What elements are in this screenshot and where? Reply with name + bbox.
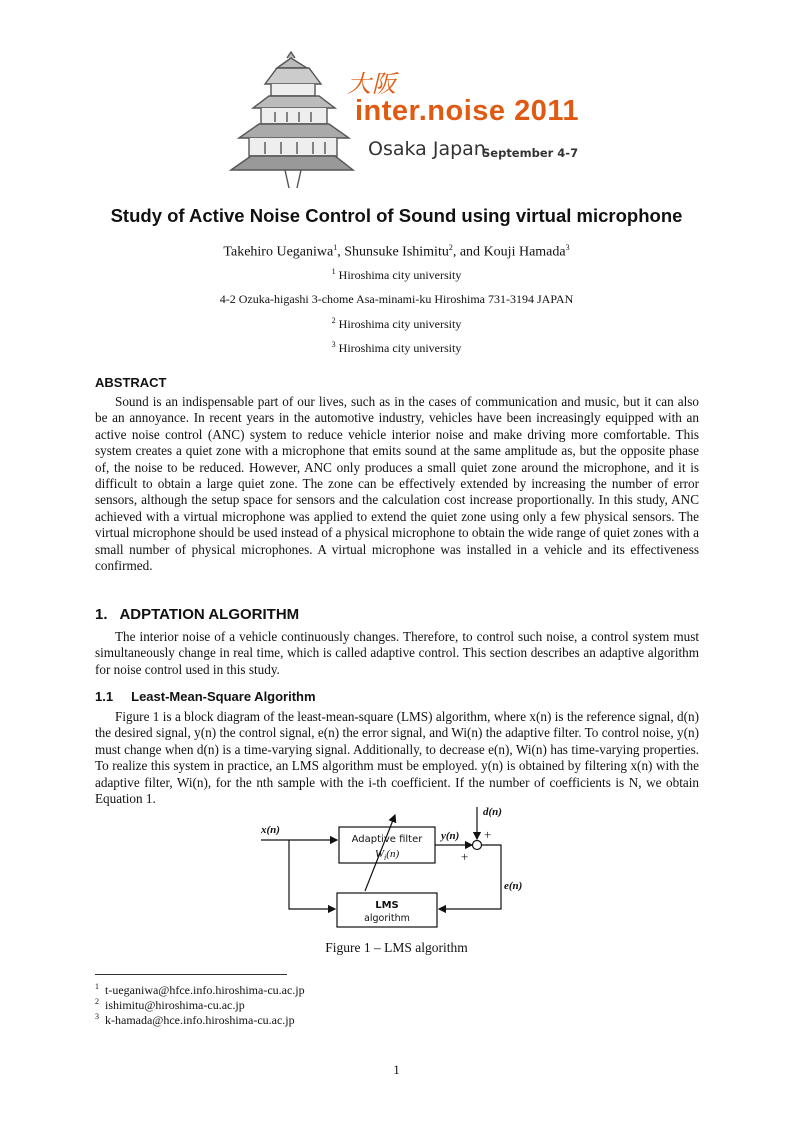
filter-symbol: $W_i(n)$ — [374, 848, 400, 862]
author-name: Shunsuke Ishimitu — [344, 244, 449, 260]
e-feedback-line — [439, 845, 501, 909]
figure-caption: Figure 1 – LMS algorithm — [325, 940, 468, 955]
affiliation-text: Hiroshima city university — [338, 268, 462, 282]
x-label: x(n) — [261, 824, 280, 836]
affiliation-mark: 3 — [331, 340, 336, 349]
subsection-heading: 1.1 Least-Mean-Square Algorithm — [95, 689, 316, 704]
affiliation-mark: 2 — [331, 316, 336, 325]
author-name: Kouji Hamada — [483, 244, 566, 260]
footnote-email: t-ueganiwa@hfce.info.hiroshima-cu.ac.jp — [105, 983, 305, 997]
author-line — [0, 243, 793, 261]
summing-junction — [473, 841, 482, 850]
author-mark: 3 — [565, 243, 570, 252]
affiliation — [0, 267, 793, 283]
logo-location: Osaka Japan — [368, 138, 486, 160]
plus-sign: + — [484, 827, 492, 842]
affiliation-text: Hiroshima city university — [338, 317, 462, 331]
affiliation — [0, 292, 793, 307]
abstract-body: Sound is an indispensable part of our lives, such as in the cases of communication and music, but it can also be an annoyance. In recent years in the automotive industry, vehicles have been increasingly equipped with an active noise control (ANC) system to reduce vehicle interior noise and make driving more comfortable. This system creates a quiet zone with a microphone that emits sound at the same amplitude as, but the opposite phase of, the noise to be reduced. However, ANC only produces a small quiet zone around the microphone, and it is difficult to obtain a large quiet zone. The zone can be effectively extended by increasing the number of error sensors, although the setup space for sensors and the calculation cost increase proportionally. In this study, ANC achieved with a virtual microphone was applied to extend the quiet zone using only a few physical sensors. The virtual microphone should be used instead of a physical microphone to obtain the wide range of quiet zones with a small number of physical microphones. A virtual microphone was installed in a vehicle and its effectiveness confirmed. — [95, 394, 699, 574]
section-text — [95, 629, 699, 678]
abstract-heading: ABSTRACT — [95, 375, 167, 390]
footnote-email: k-hamada@hce.info.hiroshima-cu.ac.jp — [105, 1013, 295, 1027]
affiliation-text: Hiroshima city university — [338, 341, 462, 355]
affiliation-text: 4-2 Ozuka-higashi 3-chome Asa-minami-ku Hiroshima 731-3194 JAPAN — [219, 292, 574, 306]
lms-sublabel: algorithm — [364, 913, 410, 924]
plus-sign: + — [461, 849, 469, 864]
author-separator: , — [337, 244, 345, 260]
lms-diagram-svg — [255, 805, 555, 935]
affiliation — [0, 316, 793, 332]
page-number: 1 — [393, 1062, 400, 1077]
footnote-rule — [95, 974, 287, 975]
logo-kanji: 大阪 — [347, 70, 397, 98]
lms-label: LMS — [375, 900, 399, 911]
section-heading: 1. ADPTATION ALGORITHM — [95, 606, 300, 623]
filter-label: Adaptive filter — [351, 834, 423, 845]
author-mark: 1 — [333, 243, 338, 252]
footnote — [95, 997, 245, 1013]
footnote — [95, 982, 305, 998]
x-to-lms-line — [289, 840, 335, 909]
d-label: d(n) — [483, 806, 502, 818]
conference-logo — [225, 50, 585, 190]
paper-title: Study of Active Noise Control of Sound using virtual microphone — [110, 205, 683, 226]
y-label: y(n) — [441, 830, 460, 842]
footnote-mark: 1 — [95, 982, 99, 991]
logo-dates: September 4-7 — [482, 146, 579, 160]
footnote-mark: 3 — [95, 1012, 99, 1021]
author-mark: 2 — [448, 243, 453, 252]
affiliation-mark: 1 — [331, 267, 336, 276]
abstract-text — [95, 394, 699, 574]
lms-block-diagram — [255, 805, 555, 935]
subsection-body: Figure 1 is a block diagram of the least-mean-square (LMS) algorithm, where x(n) is the reference signal, d(n) the desired signal, y(n) the control signal, e(n) the error signal, and Wi(n) the adaptive filter. To control noise, y(n) must change when d(n) is a time-varying signal. Additionally, to decrease e(n), Wi(n) has time-varying properties. To realize this system in practice, an LMS algorithm must be employed. y(n) is obtained by filtering x(n) with the adaptive filter, Wi(n), for the nth sample with the i-th coefficient. If the number of coefficients is N, we obtain Equation 1. — [95, 709, 699, 807]
e-label: e(n) — [504, 880, 523, 892]
author-name: Takehiro Ueganiwa — [223, 244, 334, 260]
section-body: The interior noise of a vehicle continuously changes. Therefore, to control such noise, a control system must simultaneously change in real time, which is called adaptive control. This section describes an adaptive algorithm for noise control used in this study. — [95, 629, 699, 677]
footnote-email: ishimitu@hiroshima-cu.ac.jp — [105, 998, 245, 1012]
footnote — [95, 1012, 295, 1028]
footnote-mark: 2 — [95, 997, 99, 1006]
castle-icon — [225, 50, 355, 190]
affiliation — [0, 340, 793, 356]
subsection-text — [95, 709, 699, 807]
author-separator: , and — [452, 244, 484, 260]
logo-wordmark: inter.noise 2011 — [355, 95, 580, 127]
